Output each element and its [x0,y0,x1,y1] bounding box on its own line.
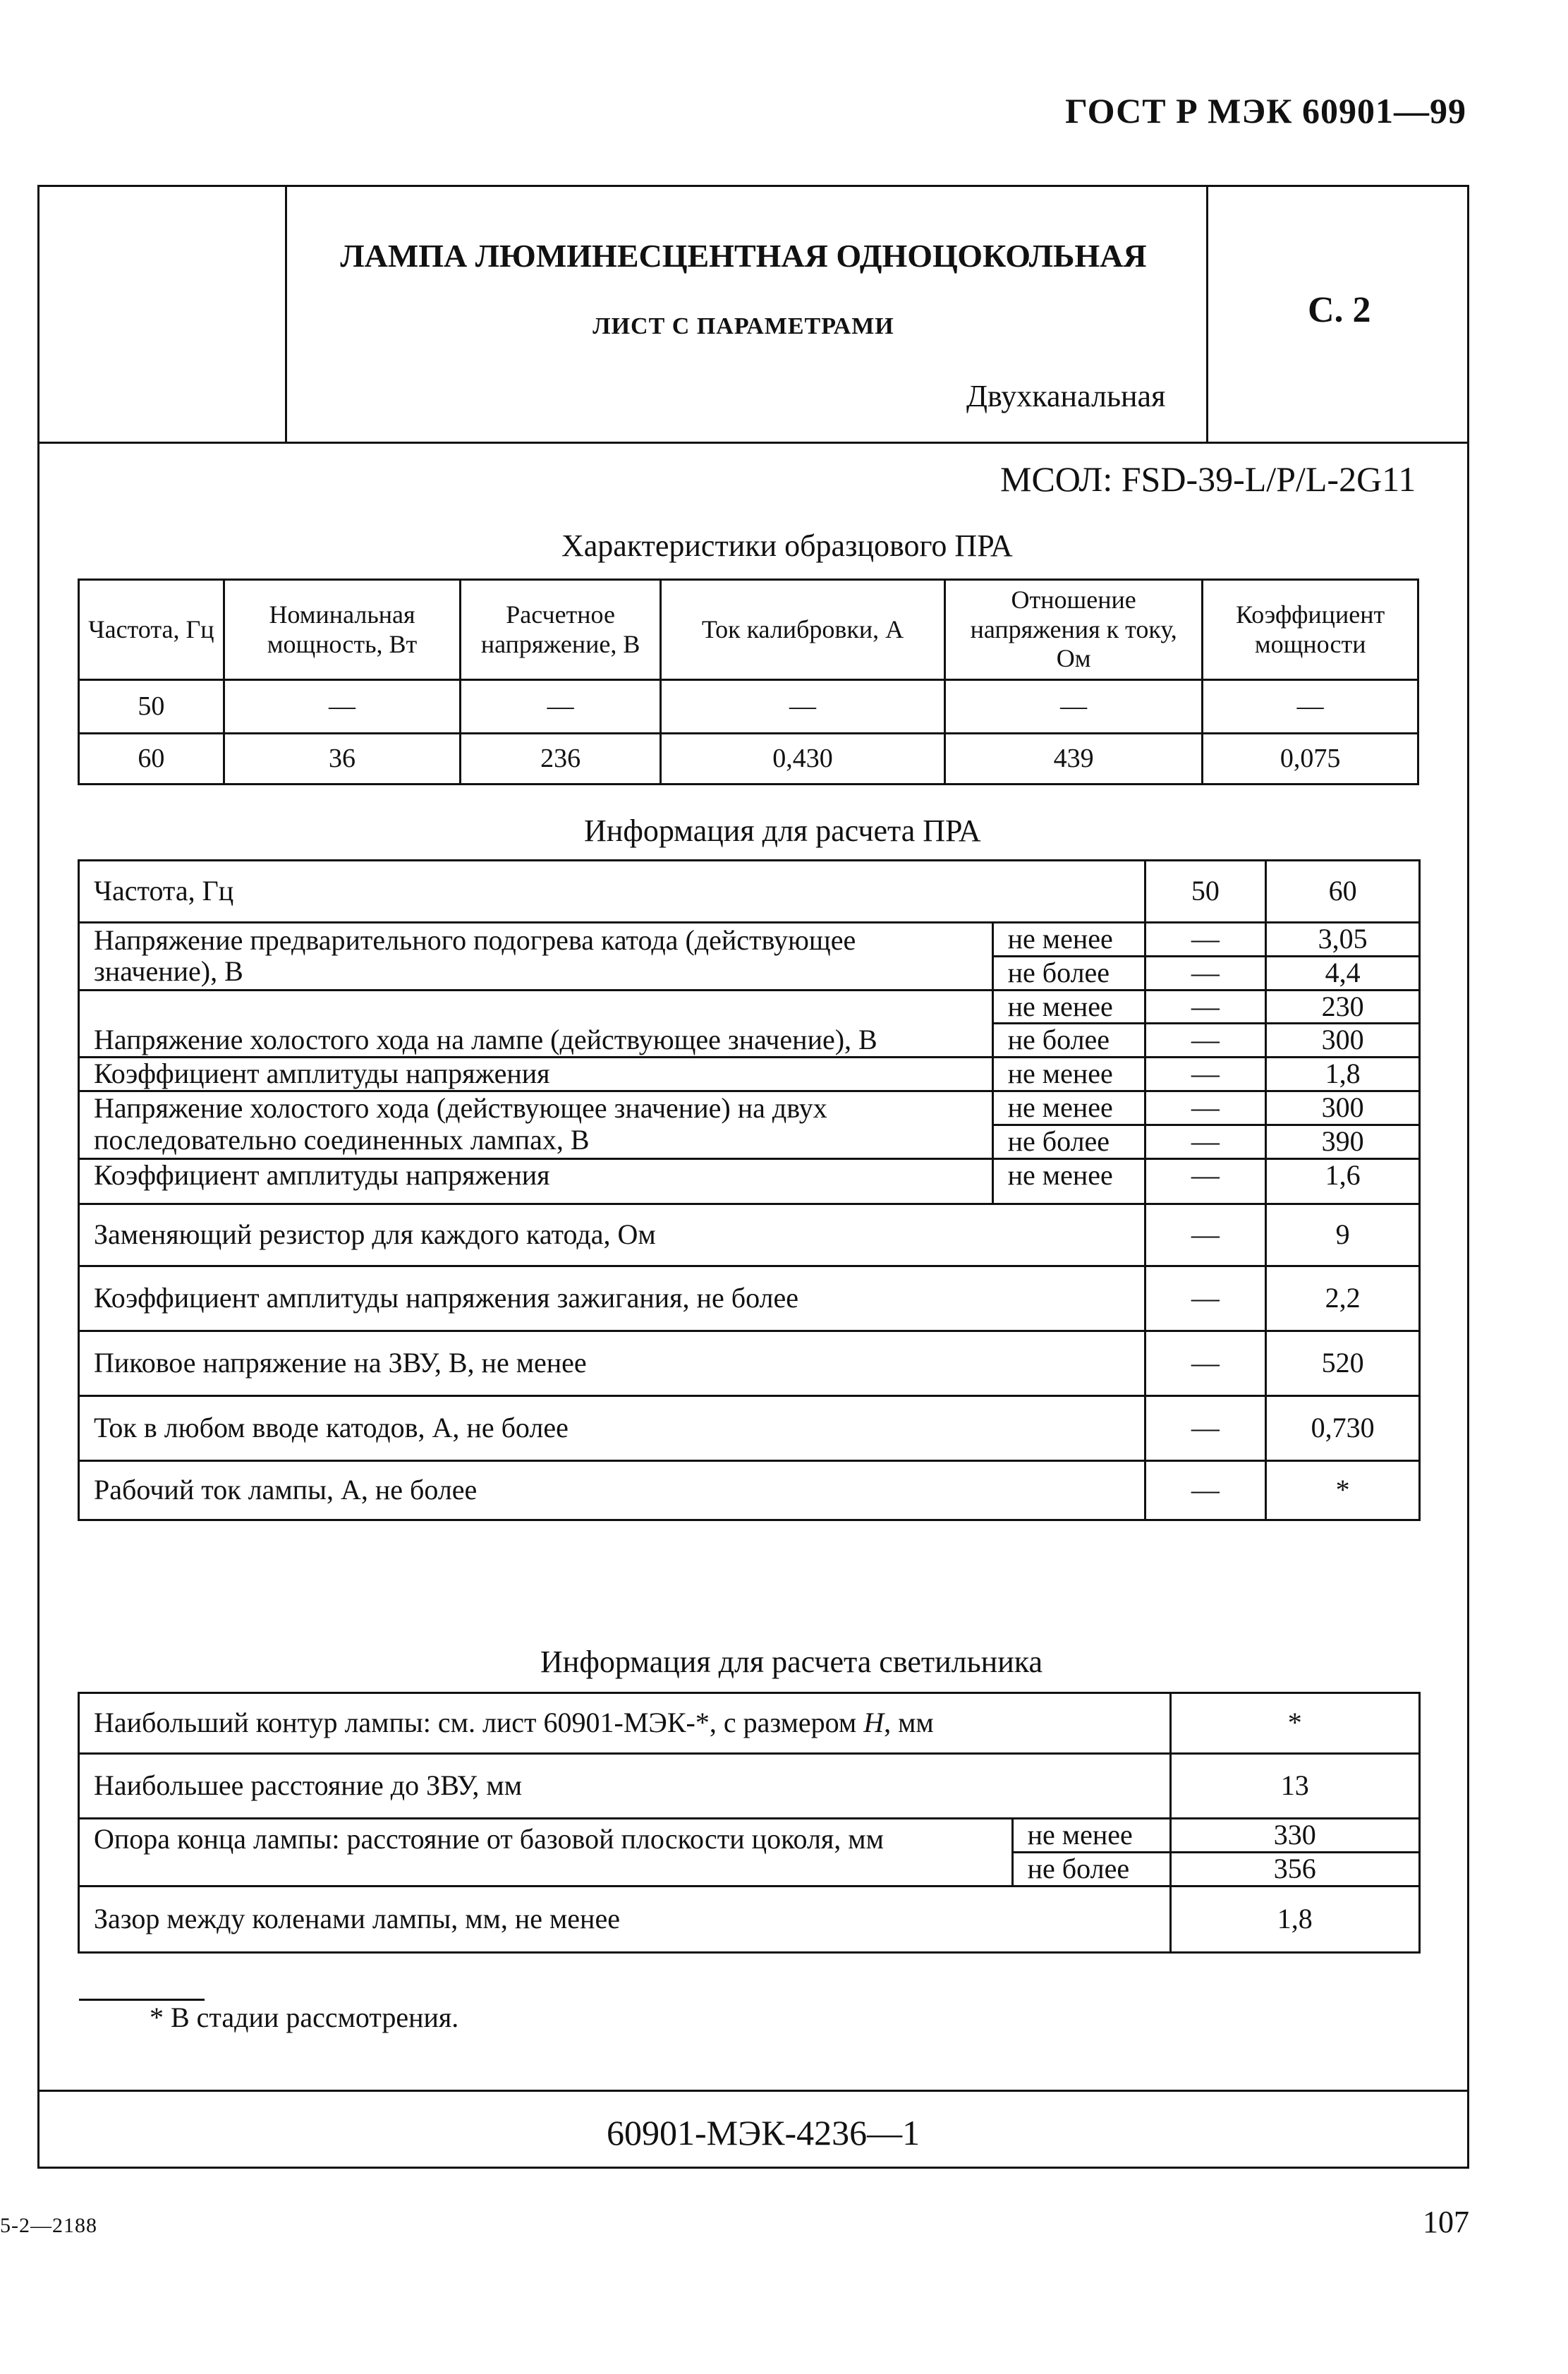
condition: не более [992,1024,1145,1058]
value-50: — [1145,1058,1266,1091]
value-60: 1,8 [1266,1058,1420,1091]
table-row [79,1395,1420,1460]
reference-ballast-table [78,579,1419,785]
value-60: 300 [1266,1024,1420,1058]
title-block-right-divider [1206,187,1208,442]
table-cell: — [660,680,944,734]
sheet-code: 60901-МЭК-4236—1 [607,2113,920,2152]
table-row [79,1460,1420,1520]
lamp-type: Двухканальная [966,379,1166,413]
table-row [79,1754,1420,1819]
table-header-row [79,580,1418,680]
value-50: — [1145,1024,1266,1058]
value-50: — [1145,1395,1266,1460]
luminaire-calc-table [78,1692,1421,1954]
value-50: — [1145,1125,1266,1158]
row-label: Коэффициент амплитуды напряжения [79,1058,993,1091]
ballast-section-title: Характеристики образцового ПРА [561,528,1013,563]
table-cell: 60 [79,734,224,785]
row-label: Зазор между коленами лампы, мм, не менее [79,1886,1171,1952]
value-60: * [1266,1460,1420,1520]
table-row [79,1158,1420,1204]
frequency-row [79,861,1420,923]
page-code: С. 2 [1308,290,1371,330]
table-row [79,1058,1420,1091]
table-row [79,1266,1420,1331]
row-label: Коэффициент амплитуды напряжения зажигания, не более [79,1266,1145,1331]
value-50: — [1145,923,1266,957]
table-row [79,1091,1420,1125]
condition: не более [992,1125,1145,1158]
value-60: 1,6 [1266,1158,1420,1204]
column-header: Номинальная мощность, Вт [224,580,461,680]
column-header: Расчетное напряжение, В [461,580,661,680]
row-label: Ток в любом вводе катодов, А, не более [79,1395,1145,1460]
condition: не менее [992,990,1145,1024]
table-row [79,1204,1420,1266]
document-subtitle: ЛИСТ С ПАРАМЕТРАМИ [592,313,894,339]
condition: не менее [1012,1819,1170,1853]
table-cell: — [224,680,461,734]
value-60: 230 [1266,990,1420,1024]
column-header: Ток калибровки, А [660,580,944,680]
frequency-label: Частота, Гц [79,861,1145,923]
table-cell: 50 [79,680,224,734]
table-row [79,990,1420,1024]
table-cell: — [1203,680,1418,734]
table-row [79,923,1420,957]
row-label: Коэффициент амплитуды напряжения [79,1158,993,1204]
table-cell: 0,430 [660,734,944,785]
table-cell: 36 [224,734,461,785]
value-60: 3,05 [1266,923,1420,957]
row-label [79,1693,1171,1754]
column-header: Коэффициент мощности [1203,580,1418,680]
title-block-bottom-rule [39,442,1467,444]
value-60: 2,2 [1266,1266,1420,1331]
document-title: ЛАМПА ЛЮМИНЕСЦЕНТНАЯ ОДНОЦОКОЛЬНАЯ [340,238,1147,274]
table-row [79,1693,1420,1754]
row-label: Напряжение предварительного подогрева катода (действующее значение), В [79,923,993,991]
table-row [79,1886,1420,1952]
frequency-50: 50 [1145,861,1266,923]
row-label: Наибольшее расстояние до ЗВУ, мм [79,1754,1171,1819]
value-50: — [1145,1158,1266,1204]
table-cell: 236 [461,734,661,785]
lamp-designation: МСОЛ: FSD-39-L/P/L-2G11 [1000,459,1416,499]
condition: не более [992,956,1145,990]
value: * [1170,1693,1419,1754]
condition: не менее [992,1091,1145,1125]
column-header: Частота, Гц [79,580,224,680]
value-50: — [1145,956,1266,990]
row-label: Напряжение холостого хода на лампе (действующее значение), В [79,990,993,1058]
footnote: * В стадии рассмотрения. [150,2001,459,2033]
table-row [79,734,1418,785]
dimension-symbol: Н [863,1707,885,1739]
standard-header: ГОСТ Р МЭК 60901—99 [1065,91,1466,131]
ballast-calc-table [78,859,1421,1521]
condition: не более [1012,1852,1170,1886]
row-label: Рабочий ток лампы, А, не более [79,1460,1145,1520]
value-60: 0,730 [1266,1395,1420,1460]
value-50: — [1145,1331,1266,1395]
value-60: 520 [1266,1331,1420,1395]
value-50: — [1145,990,1266,1024]
frequency-60: 60 [1266,861,1420,923]
condition: не менее [992,1158,1145,1204]
value: 330 [1170,1819,1419,1853]
row-label: Пиковое напряжение на ЗВУ, В, не менее [79,1331,1145,1395]
row-label: Напряжение холостого хода (действующее значение) на двух последовательно соединенных лампах, В [79,1091,993,1158]
row-label: Опора конца лампы: расстояние от базовой плоскости цоколя, мм [79,1819,1013,1887]
value-60: 4,4 [1266,956,1420,990]
page-number: 107 [1423,2205,1469,2239]
ballast-calc-title: Информация для расчета ПРА [584,813,981,848]
condition: не менее [992,1058,1145,1091]
value-60: 300 [1266,1091,1420,1125]
value-50: — [1145,1204,1266,1266]
table-row [79,1331,1420,1395]
table-cell: — [945,680,1203,734]
table-cell: 0,075 [1203,734,1418,785]
table-cell: — [461,680,661,734]
value: 1,8 [1170,1886,1419,1952]
column-header: Отношение напряжения к току, Ом [945,580,1203,680]
table-row [79,1819,1420,1853]
value-60: 390 [1266,1125,1420,1158]
value-50: — [1145,1091,1266,1125]
condition: не менее [992,923,1145,957]
value-50: — [1145,1266,1266,1331]
value-50: — [1145,1460,1266,1520]
value-60: 9 [1266,1204,1420,1266]
value: 13 [1170,1754,1419,1819]
table-cell: 439 [945,734,1203,785]
value: 356 [1170,1852,1419,1886]
footer-block-rule [39,2090,1467,2092]
row-label: Заменяющий резистор для каждого катода, Ом [79,1204,1145,1266]
print-code: 5-2—2188 [0,2214,97,2237]
table-row [79,680,1418,734]
label-unit: , мм [884,1707,934,1739]
label-text: Наибольший контур лампы: см. лист 60901-МЭК-*, с размером [94,1707,864,1739]
luminaire-calc-title: Информация для расчета светильника [540,1645,1043,1679]
